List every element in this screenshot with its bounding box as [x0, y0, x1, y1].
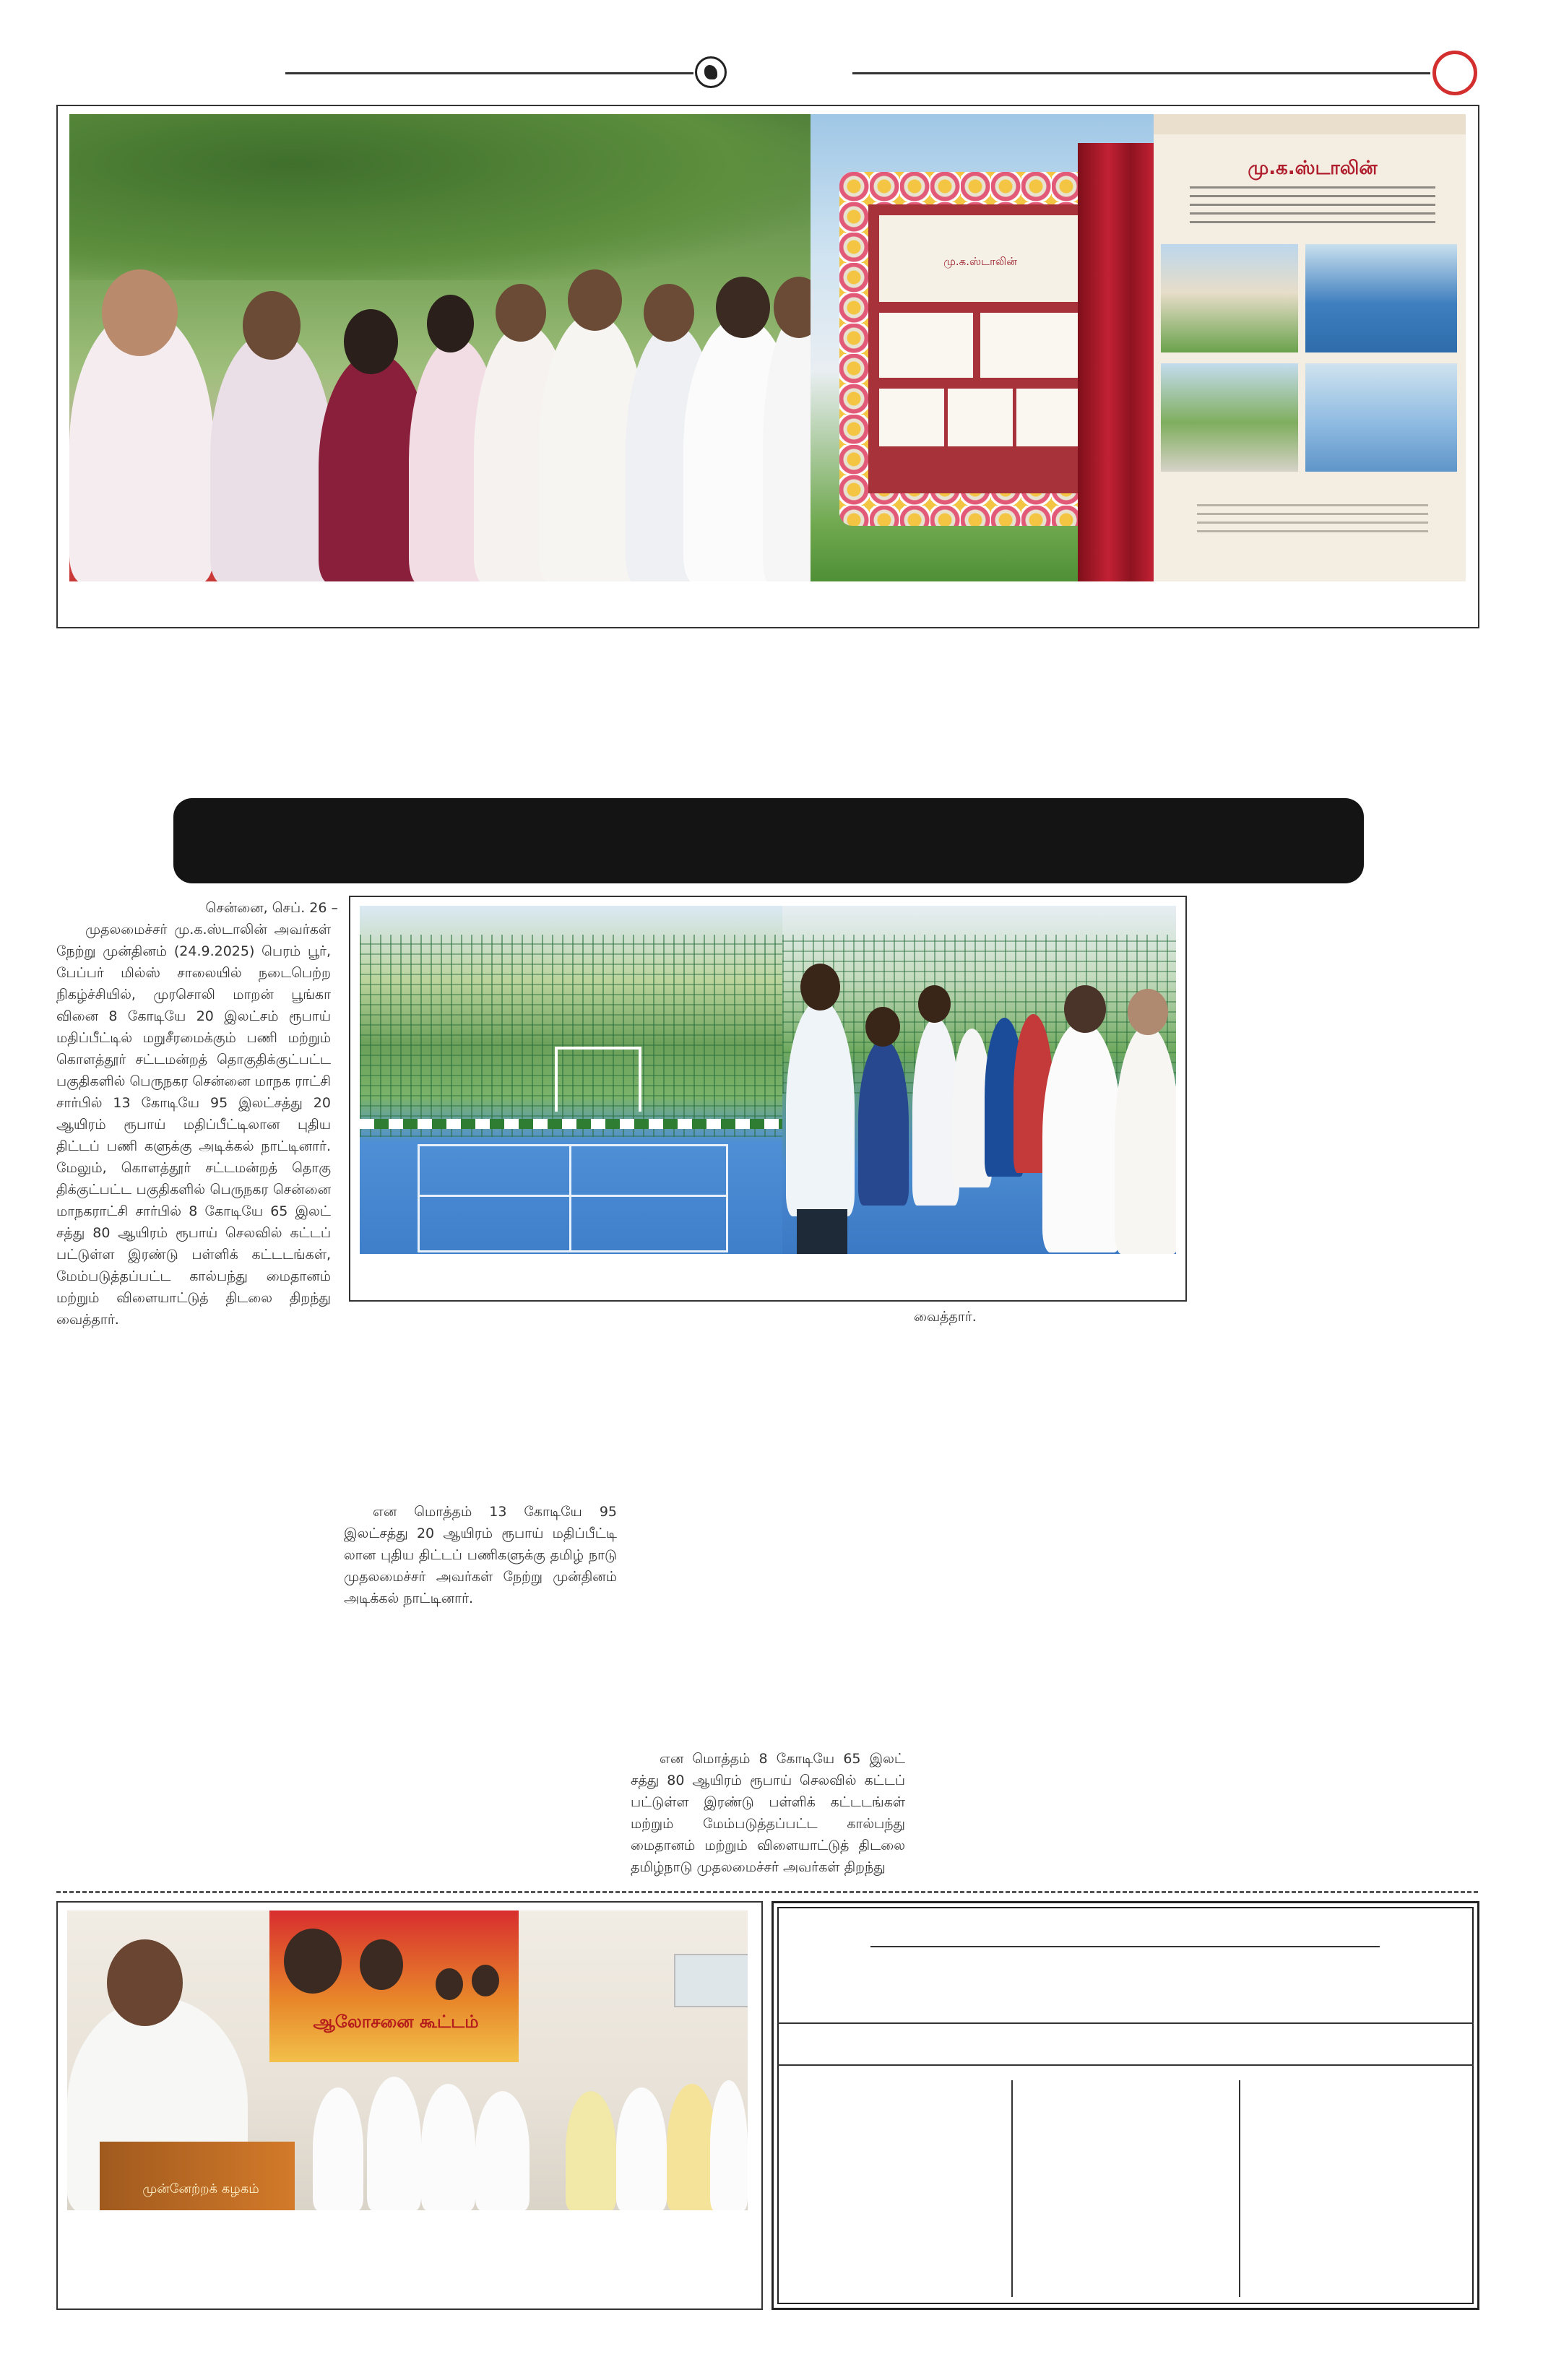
- article-column-1: முதலமைச்சர் மு.க.ஸ்டாலின் அவர்கள் நேற்று முன்தினம் (24.9.2025) பெரம் பூர், பேப்பர் மில்ஸ் சாலையில் நடைபெற்ற நிகழ்ச்சியில், முரசொலி மாறன் பூங்கா வினை 8 கோடியே 20 இலட்சம் ரூபாய் மதிப்பீட்டில் மறுசீரமைக்கும் பணி மற்றும் கொளத்தூர் சட்டமன்றத் தொகுதிக்குட்பட்ட பகுதிகளில் பெருநகர சென்னை மாநக ராட்சி சார்பில் 13 கோடியே 95 இலட்சத்து 20 ஆயிரம் ரூபாய் மதிப்பீட்டிலான புதிய திட்டப் பணி களுக்கு அடிக்கல் நாட்டினார். மேலும், கொளத்தூர் சட்டமன்றத் தொகு திக்குட்பட்ட பகுதிகளில் பெருநகர சென்னை மாநகராட்சி சார்பில் 8 கோடியே 65 இலட் சத்து 80 ஆயிரம் ரூபாய் செலவில் கட்டப் பட்டுள்ள இரண்டு பள்ளிக் கட்டடங்கள், மேம்படுத்தப்பட்ட கால்பந்து மைதானம் மற்றும் விளையாட்டுத் திடலை திறந்து வைத்தார்.: [56, 922, 331, 1328]
- top-photo-dignitaries: [69, 114, 811, 581]
- header-rule-left: [285, 72, 693, 74]
- plaque-name-text: மு.க.ஸ்டாலின்: [943, 255, 1017, 268]
- article-paragraph-b: என மொத்தம் 13 கோடியே 95 இலட்சத்து 20 ஆயிரம் ரூபாய் மதிப்பீட்டி லான புதிய திட்டப் பணிகளுக்கு தமிழ் நாடு முதலமைச்சர் அவர்கள் நேற்று முன்தினம் அடிக்கல் நாட்டினார்.: [344, 1504, 617, 1606]
- sports-photo-visit: [782, 906, 1176, 1254]
- headline-bar: [173, 798, 1364, 883]
- notice-col-divider-2: [1239, 2080, 1240, 2297]
- podium-text: முன்னேற்றக் கழகம்: [142, 2181, 259, 2197]
- notice-rule-1: [777, 2022, 1474, 2024]
- notice-rule-2: [777, 2064, 1474, 2066]
- top-photo-plaque: [811, 114, 1154, 581]
- notice-title-rule: [870, 1946, 1380, 1947]
- article-paragraph-c: என மொத்தம் 8 கோடியே 65 இலட் சத்து 80 ஆயிரம் ரூபாய் செலவில் கட்டப் பட்டுள்ள இரண்டு பள்ளிக் கட்டடங்கள் மற்றும் மேம்படுத்தப்பட்ட கால்பந்து மைதானம் மற்றும் விளையாட்டுத் திடலை தமிழ்நாடு முதலமைச்சர் அவர்கள் திறந்து: [631, 1751, 905, 1875]
- sports-photo-court: [360, 906, 782, 1254]
- elephant-emblem-icon: [695, 56, 727, 88]
- article-dateline: சென்னை, செப். 26 –: [205, 900, 338, 916]
- header-rule-right: [852, 72, 1430, 74]
- notice-col-divider-1: [1011, 2080, 1013, 2297]
- section-divider: [56, 1891, 1478, 1893]
- meeting-photo: [67, 1911, 748, 2210]
- article-col-end-right: வைத்தார்.: [914, 1309, 977, 1325]
- top-photo-project-banner: [1154, 114, 1466, 581]
- banner-name-text: மு.க.ஸ்டாலின்: [1248, 157, 1378, 179]
- meeting-banner-text: ஆலோசனை கூட்டம்: [313, 2012, 479, 2032]
- notice-box-inner: [777, 1907, 1474, 2304]
- page-number-circle-icon: [1432, 51, 1477, 95]
